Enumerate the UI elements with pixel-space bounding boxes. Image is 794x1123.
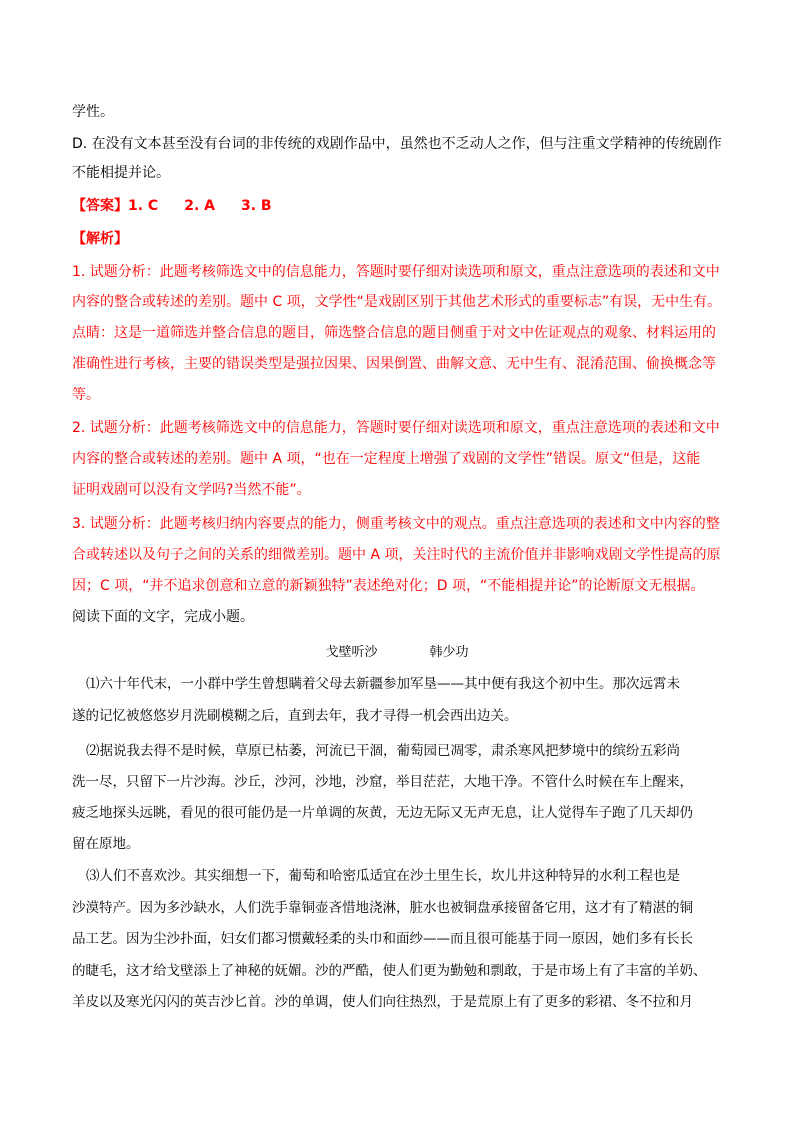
essay-title: 戈壁听沙: [325, 645, 378, 660]
analysis-line: 2. 试题分析：此题考核筛选文中的信息能力，答题时要仔细对读选项和原文，重点注意选项的表述和文中: [72, 420, 720, 436]
answer-item: 2. A: [184, 198, 215, 214]
tip-line: 等。: [72, 387, 100, 403]
answer-line: [72, 196, 272, 216]
essay-line: ⑶人们不喜欢沙。其实细想一下，葡萄和哈密瓜适宜在沙土里生长，坎儿井这种特异的水利工程也是: [86, 868, 680, 884]
essay-line: 遂的记忆被悠悠岁月洗刷模糊之后，直到去年，我才寻得一机会西出边关。: [72, 708, 518, 724]
essay-author: 韩少功: [429, 645, 469, 660]
tip-line: 点睛：这是一道筛选并整合信息的题目，筛选整合信息的题目侧重于对文中佐证观点的观象、材料运用的: [72, 325, 716, 341]
option-d-line: D. 在没有文本甚至没有台词的非传统的戏剧作品中，虽然也不乏动人之作，但与注重文学精神的传统剧作: [72, 136, 722, 152]
essay-line: ⑵据说我去得不是时候，草原已枯萎，河流已干涸，葡萄园已凋零，肃杀寒风把梦境中的缤纷五彩尚: [86, 743, 680, 759]
analysis-line: 内容的整合或转述的差别。题中 A 项，“也在一定程度上增强了戏剧的文学性”错误。原文“但是，这能: [72, 451, 701, 467]
answer-item: 3. B: [241, 198, 272, 214]
text-line: 学性。: [72, 104, 114, 120]
essay-line: 沙漠特产。因为多沙缺水，人们洗手靠铜壶吝惜地浇淋，脏水也被铜盘承接留备它用，这才有了精湛的铜: [72, 900, 693, 916]
essay-line: 洗一尽，只留下一片沙海。沙丘，沙河，沙地，沙窟，举目茫茫，大地干净。不管什么时候在车上醒来，: [72, 774, 693, 790]
analysis-line: 内容的整合或转述的差别。题中 C 项，文学性“是戏剧区别于其他艺术形式的重要标志”有误，无中生有。: [72, 294, 722, 310]
tip-line: 准确性进行考核，主要的错误类型是强拉因果、因果倒置、曲解文意、无中生有、混淆范围、偷换概念等: [72, 356, 716, 372]
analysis-line: 因；C 项，“并不追求创意和立意的新颖独特”表述绝对化；D 项，“不能相提并论”的论断原文无根据。: [72, 578, 705, 594]
essay-line: 品工艺。因为尘沙扑面，妇女们都习惯戴轻柔的头巾和面纱——而且很可能基于同一原因，她们多有长长: [72, 931, 693, 947]
essay-line: 羊皮以及寒光闪闪的英吉沙匕首。沙的单调，使人们向往热烈，于是荒原上有了更多的彩裙、冬不拉和月: [72, 994, 693, 1010]
analysis-line: 证明戏剧可以没有文学吗?当然不能”。: [72, 482, 311, 498]
analysis-line: 3. 试题分析：此题考核归纳内容要点的能力，侧重考核文中的观点。重点注意选项的表述和文中内容的整: [72, 516, 720, 532]
option-d-line: 不能相提并论。: [72, 165, 170, 181]
analysis-label: 【解析】: [72, 231, 128, 247]
essay-line: 的睫毛，这才给戈壁添上了神秘的妩媚。沙的严酷，使人们更为勤勉和剽敢，于是市场上有了丰富的羊奶、: [72, 963, 707, 979]
essay-line: ⑴六十年代末，一小群中学生曾想瞒着父母去新疆参加军垦——其中便有我这个初中生。那次远霄未: [86, 676, 680, 692]
analysis-line: 1. 试题分析：此题考核筛选文中的信息能力，答题时要仔细对读选项和原文，重点注意选项的表述和文中: [72, 264, 720, 280]
essay-line: 留在原地。: [72, 836, 140, 852]
answer-item: 1. C: [128, 198, 159, 214]
essay-line: 疲乏地探头远眺，看见的很可能仍是一片单调的灰黄，无边无际又无声无息，让人觉得车子跑了几天却仍: [72, 805, 693, 821]
answer-label: 【答案】: [72, 198, 128, 214]
analysis-line: 合或转述以及句子之间的关系的细微差别。题中 A 项，关注时代的主流价值并非影响戏剧文学性提高的原: [72, 547, 721, 563]
instruction-line: 阅读下面的文字，完成小题。: [72, 609, 254, 625]
essay-heading: [0, 643, 794, 663]
